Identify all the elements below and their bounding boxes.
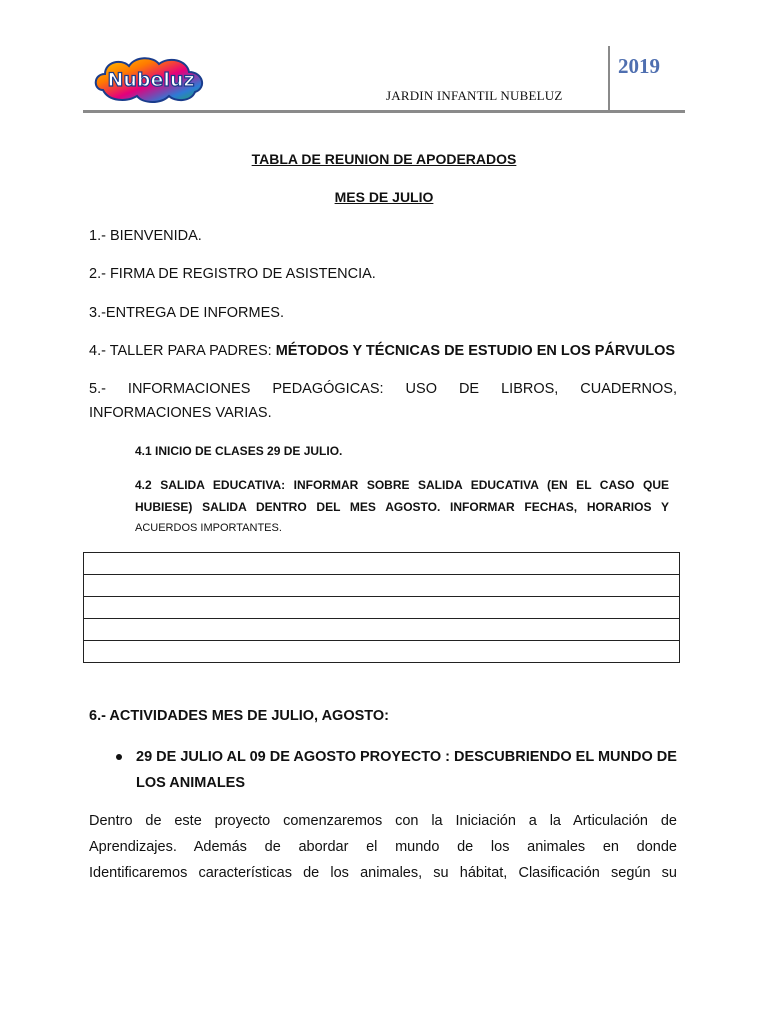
project-bullet xyxy=(136,744,678,796)
table-cell xyxy=(84,597,680,619)
agenda-item-4-topic: MÉTODOS Y TÉCNICAS DE ESTUDIO EN LOS PÁRVULOS xyxy=(275,343,676,359)
sub-item-4-1: 4.1 INICIO DE CLASES 29 DE JULIO. xyxy=(135,444,343,458)
sub-item-4-2-line-1: 4.2 SALIDA EDUCATIVA: INFORMAR SOBRE SALIDA EDUCATIVA (EN EL CASO QUE xyxy=(135,478,669,492)
project-bullet-line-2: LOS ANIMALES xyxy=(136,775,246,791)
table-row xyxy=(84,553,680,575)
header-vertical-rule xyxy=(608,46,610,111)
project-description xyxy=(89,808,677,886)
agenda-item-3: 3.-ENTREGA DE INFORMES. xyxy=(89,305,284,321)
agenda-item-1: 1.- BIENVENIDA. xyxy=(89,228,202,244)
notes-table xyxy=(83,552,680,663)
project-bullet-line-1: 29 DE JULIO AL 09 DE AGOSTO PROYECTO : DESCUBRIENDO EL MUNDO DE xyxy=(136,749,677,765)
school-name: JARDIN INFANTIL NUBELUZ xyxy=(386,88,563,103)
table-row xyxy=(84,641,680,663)
table-row xyxy=(84,619,680,641)
table-cell xyxy=(84,575,680,597)
sub-item-4-2-line-2: HUBIESE) SALIDA DENTRO DEL MES AGOSTO. INFORMAR FECHAS, HORARIOS Y xyxy=(135,500,669,514)
document-title: TABLA DE REUNION DE APODERADOS xyxy=(251,151,517,167)
document-subtitle: MES DE JULIO xyxy=(334,189,434,205)
agenda-item-5-line-1: 5.- INFORMACIONES PEDAGÓGICAS: USO DE LIBROS, CUADERNOS, xyxy=(89,381,677,397)
header-horizontal-rule xyxy=(83,110,685,113)
table-cell xyxy=(84,619,680,641)
paragraph-line-2: Aprendizajes. Además de abordar el mundo de los animales en donde xyxy=(89,839,677,855)
paragraph-line-3: Identificaremos características de los animales, su hábitat, Clasificación según su xyxy=(89,865,677,881)
logo-text: Nubeluz xyxy=(107,69,195,91)
table-row xyxy=(84,575,680,597)
sub-item-4-2-line-3: ACUERDOS IMPORTANTES. xyxy=(135,522,282,534)
header-year: 2019 xyxy=(618,54,660,78)
agenda-item-5-line-2: INFORMACIONES VARIAS. xyxy=(89,405,272,421)
agenda-item-4 xyxy=(89,343,675,359)
section-6-heading: 6.- ACTIVIDADES MES DE JULIO, AGOSTO: xyxy=(89,708,389,724)
table-cell xyxy=(84,641,680,663)
table-row xyxy=(84,597,680,619)
agenda-item-2: 2.- FIRMA DE REGISTRO DE ASISTENCIA. xyxy=(89,266,376,282)
bullet-icon xyxy=(116,754,122,760)
agenda-item-4-prefix: 4.- TALLER PARA PADRES: xyxy=(89,343,276,359)
nubeluz-logo xyxy=(91,52,211,104)
table-cell xyxy=(84,553,680,575)
paragraph-line-1: Dentro de este proyecto comenzaremos con la Iniciación a la Articulación de xyxy=(89,813,677,829)
